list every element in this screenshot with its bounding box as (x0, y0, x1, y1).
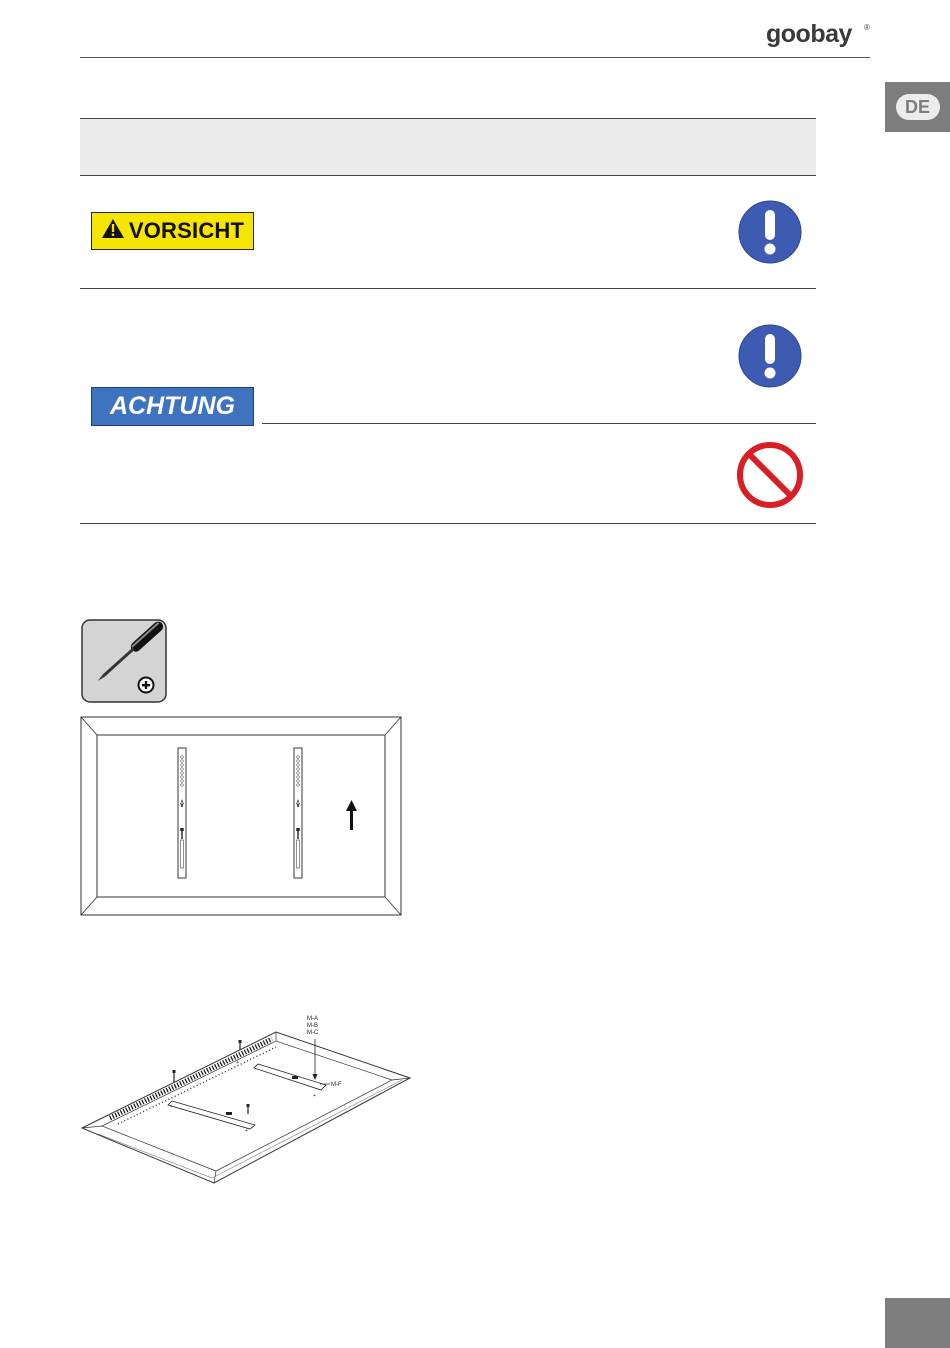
mandatory-icon-1 (737, 199, 803, 265)
svg-text:+: + (170, 1104, 173, 1110)
goobay-logo (766, 18, 876, 52)
table-bottom-rule (80, 523, 816, 524)
mandatory-icon-2 (737, 323, 803, 389)
row-divider (262, 423, 816, 424)
safety-table-header (80, 118, 816, 176)
header-rule (80, 57, 870, 58)
svg-text:+: + (236, 1060, 239, 1066)
phillips-screwdriver-icon (80, 612, 168, 704)
svg-text:+: + (313, 1093, 316, 1099)
brand-name: goobay (766, 20, 852, 48)
attention-text: ACHTUNG (110, 392, 235, 420)
row-divider (80, 288, 816, 289)
callout-m-a: M-A (307, 1016, 318, 1022)
caution-text: VORSICHT (128, 218, 245, 243)
language-tab[interactable] (885, 82, 950, 132)
callout-m-f: M-F (331, 1082, 342, 1088)
language-label: DE (896, 94, 940, 120)
attention-label (91, 387, 254, 426)
left-rail (178, 748, 186, 878)
caution-label (91, 212, 254, 250)
page-number-tab (885, 1298, 950, 1348)
callout-m-b: M-B (307, 1023, 318, 1029)
prohibition-icon (737, 442, 803, 508)
right-rail (294, 748, 302, 878)
registered-mark: ® (864, 23, 870, 32)
tv-perspective-assembly-figure (80, 1008, 415, 1188)
warning-triangle-icon (101, 218, 125, 244)
callout-m-c: M-C (307, 1030, 319, 1036)
svg-text:+: + (245, 1128, 248, 1134)
tv-back-rails-figure (80, 716, 402, 916)
